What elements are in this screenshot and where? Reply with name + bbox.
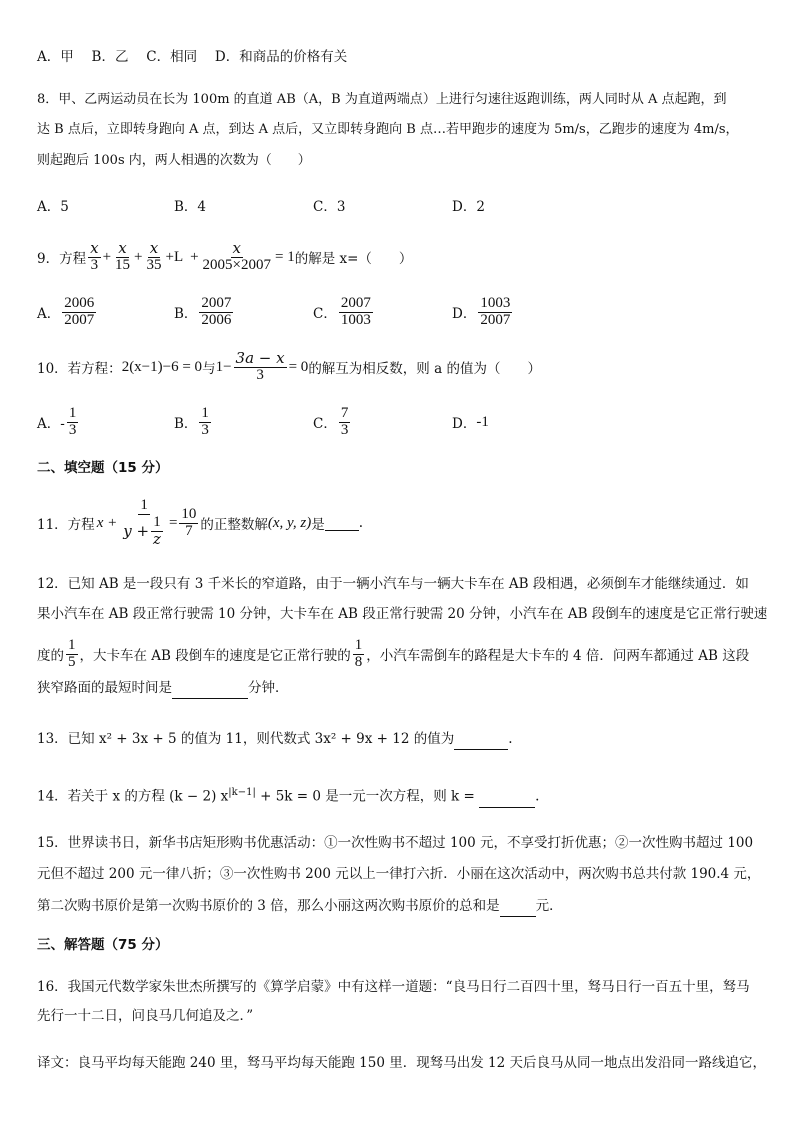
q9-term-1: $\frac{x}{3}$ bbox=[90, 238, 99, 273]
q8-option-b: B．4 bbox=[174, 199, 207, 215]
q12-fraction-2: $\frac{1}{8}$ bbox=[354, 636, 363, 670]
q10-option-c: $\frac{7}{3}$ bbox=[340, 404, 349, 438]
q8-line-1: 8．甲、乙两运动员在长为 100m 的直道 AB（A，B 为直道两端点）上进行匀速往返跑训练，两人同时从 A 点起跑，到 bbox=[37, 92, 727, 107]
q7-option-a: A．甲 bbox=[37, 49, 74, 65]
section-2-title: 二、填空题（15 分） bbox=[37, 460, 169, 476]
q7-option-d: D．和商品的价格有关 bbox=[214, 49, 348, 65]
q16-line-3: 译文：良马平均每天能跑 240 里，驽马平均每天能跑 150 里．现驽马出发 12 天后良马从同一地点出发沿同一路线追它， bbox=[37, 1055, 766, 1071]
q9-term-3: $\frac{x}{35}$ bbox=[146, 238, 162, 273]
section-3-title: 三、解答题（75 分） bbox=[37, 937, 169, 953]
q12-line-2: 果小汽车在 AB 段正常行驶需 10 分钟，大卡车在 AB 段正常行驶需 20 分钟，小汽车在 AB 段倒车的速度是它正常行驶速 bbox=[37, 606, 768, 622]
q8-option-c: C．3 bbox=[313, 199, 346, 215]
q8-option-d: D．2 bbox=[452, 199, 485, 215]
q9-equals: = 1 bbox=[275, 248, 295, 265]
q10-equation: 10．若方程： 2(x−1)−6 = 0 与 1− $\frac{3a - x}{3}$ = 0 的解互为相反数，则 a 的值为（ ） bbox=[37, 348, 541, 383]
q10-option-b: $\frac{1}{3}$ bbox=[201, 404, 209, 438]
q8-line-2: 达 B 点后，立即转身跑向 A 点，到达 A 点后，又立即转身跑向 B 点…若甲跑步的速度为 5m/s，乙跑步的速度为 4m/s， bbox=[37, 122, 739, 137]
q7-option-c: C．相同 bbox=[146, 49, 198, 65]
q8-option-a: A．5 bbox=[37, 199, 69, 215]
q11-rhs: $\frac{10}{7}$ bbox=[181, 505, 197, 539]
q10-eq1: 2(x−1)−6 = 0 bbox=[121, 358, 203, 375]
q7-option-b: B．乙 bbox=[91, 49, 129, 65]
q9-suffix: 的解是 x=（ ） bbox=[294, 251, 413, 267]
q9-options: A． $\frac{2006}{2007}$ B． $\frac{2007}{2006}$ C． $\frac{2007}{1003}$ D． $\frac{1003}{2007}$ bbox=[37, 294, 511, 328]
q13-line: 13．已知 x² + 3x + 5 的值为 11，则代数式 3x² + 9x + 12 的值为 . bbox=[37, 728, 513, 750]
q9-option-b: $\frac{2007}{2006}$ bbox=[201, 294, 232, 328]
q15-answer-blank[interactable] bbox=[500, 902, 536, 917]
q14-line: 14．若关于 x 的方程 (k − 2) $x^{|k-1|} + 5k = 0$ 是一元一次方程，则 k = . bbox=[37, 782, 539, 808]
q9-option-a: $\frac{2006}{2007}$ bbox=[64, 294, 95, 328]
q11-nested-fraction: 1 y + $\frac{1}{z}$ bbox=[123, 497, 161, 548]
q10-eq2-fraction: $\frac{3a - x}{3}$ bbox=[235, 348, 285, 383]
q16-line-2: 先行一十二日，问良马几何追及之．” bbox=[37, 1008, 254, 1024]
q10-option-a: $\frac{1}{3}$ bbox=[68, 404, 77, 438]
q9-ellipsis: +L + bbox=[165, 248, 199, 265]
q11-answer-blank[interactable] bbox=[325, 516, 359, 531]
q10-option-d: -1 bbox=[476, 413, 489, 430]
q7-options bbox=[37, 46, 347, 68]
q12-answer-blank[interactable] bbox=[172, 684, 248, 699]
q14-answer-blank[interactable] bbox=[479, 793, 535, 808]
q9-last-term: $\frac{x}{2005\times 2007}$ bbox=[202, 238, 271, 273]
q12-line-3: 度的 $\frac{1}{5}$ ，大卡车在 AB 段倒车的速度是它正常行驶的 $\frac{1}{8}$ ，小汽车需倒车的路程是大卡车的 4 倍．问两车都通过 AB 这段 bbox=[37, 636, 750, 670]
q12-line-1: 12．已知 AB 是一段只有 3 千米长的窄道路，由于一辆小汽车与一辆大卡车在 AB 段相遇，必须倒车才能继续通过．如 bbox=[37, 576, 749, 592]
q9-option-d: $\frac{1003}{2007}$ bbox=[480, 294, 511, 328]
q15-line-3: 第二次购书原价是第一次购书原价的 3 倍，那么小丽这两次购书原价的总和是 元． bbox=[37, 895, 563, 917]
q12-line-4: 狭窄路面的最短时间是 分钟． bbox=[37, 677, 289, 699]
q9-term-2: $\frac{x}{15}$ bbox=[115, 238, 131, 273]
q9-equation: 9．方程 $\frac{x}{3}$ + $\frac{x}{15}$ + $\frac{x}{35}$ +L + $\frac{x}{2005\times 2007}$ = 1 的解是 x=（ ） bbox=[37, 238, 413, 273]
q16-line-1: 16．我国元代数学家朱世杰所撰写的《算学启蒙》中有这样一道题：“良马日行二百四十里，驽马日行一百五十里，驽马 bbox=[37, 979, 750, 995]
q13-answer-blank[interactable] bbox=[454, 735, 508, 750]
q15-line-1: 15．世界读书日，新华书店矩形购书优惠活动：①一次性购书不超过 100 元，不享受打折优惠；②一次性购书超过 100 bbox=[37, 835, 754, 851]
q10-options: A．- $\frac{1}{3}$ B． $\frac{1}{3}$ C． $\frac{7}{3}$ D． -1 bbox=[37, 404, 489, 438]
q9-prefix: 9．方程 bbox=[37, 251, 87, 267]
q11-equation: 11．方程 x + 1 y + $\frac{1}{z}$ = $\frac{10}{7}$ 的正整数解 (x, y, z) 是 . bbox=[37, 497, 364, 548]
q8-line-3: 则起跑后 100s 内，两人相遇的次数为（ ） bbox=[37, 153, 311, 168]
q12-fraction-1: $\frac{1}{5}$ bbox=[68, 636, 76, 670]
q9-option-c: $\frac{2007}{1003}$ bbox=[340, 294, 371, 328]
q15-line-2: 元但不超过 200 元一律八折；③一次性购书 200 元以上一律打六折．小丽在这次活动中，两次购书总共付款 190.4 元， bbox=[37, 866, 761, 882]
